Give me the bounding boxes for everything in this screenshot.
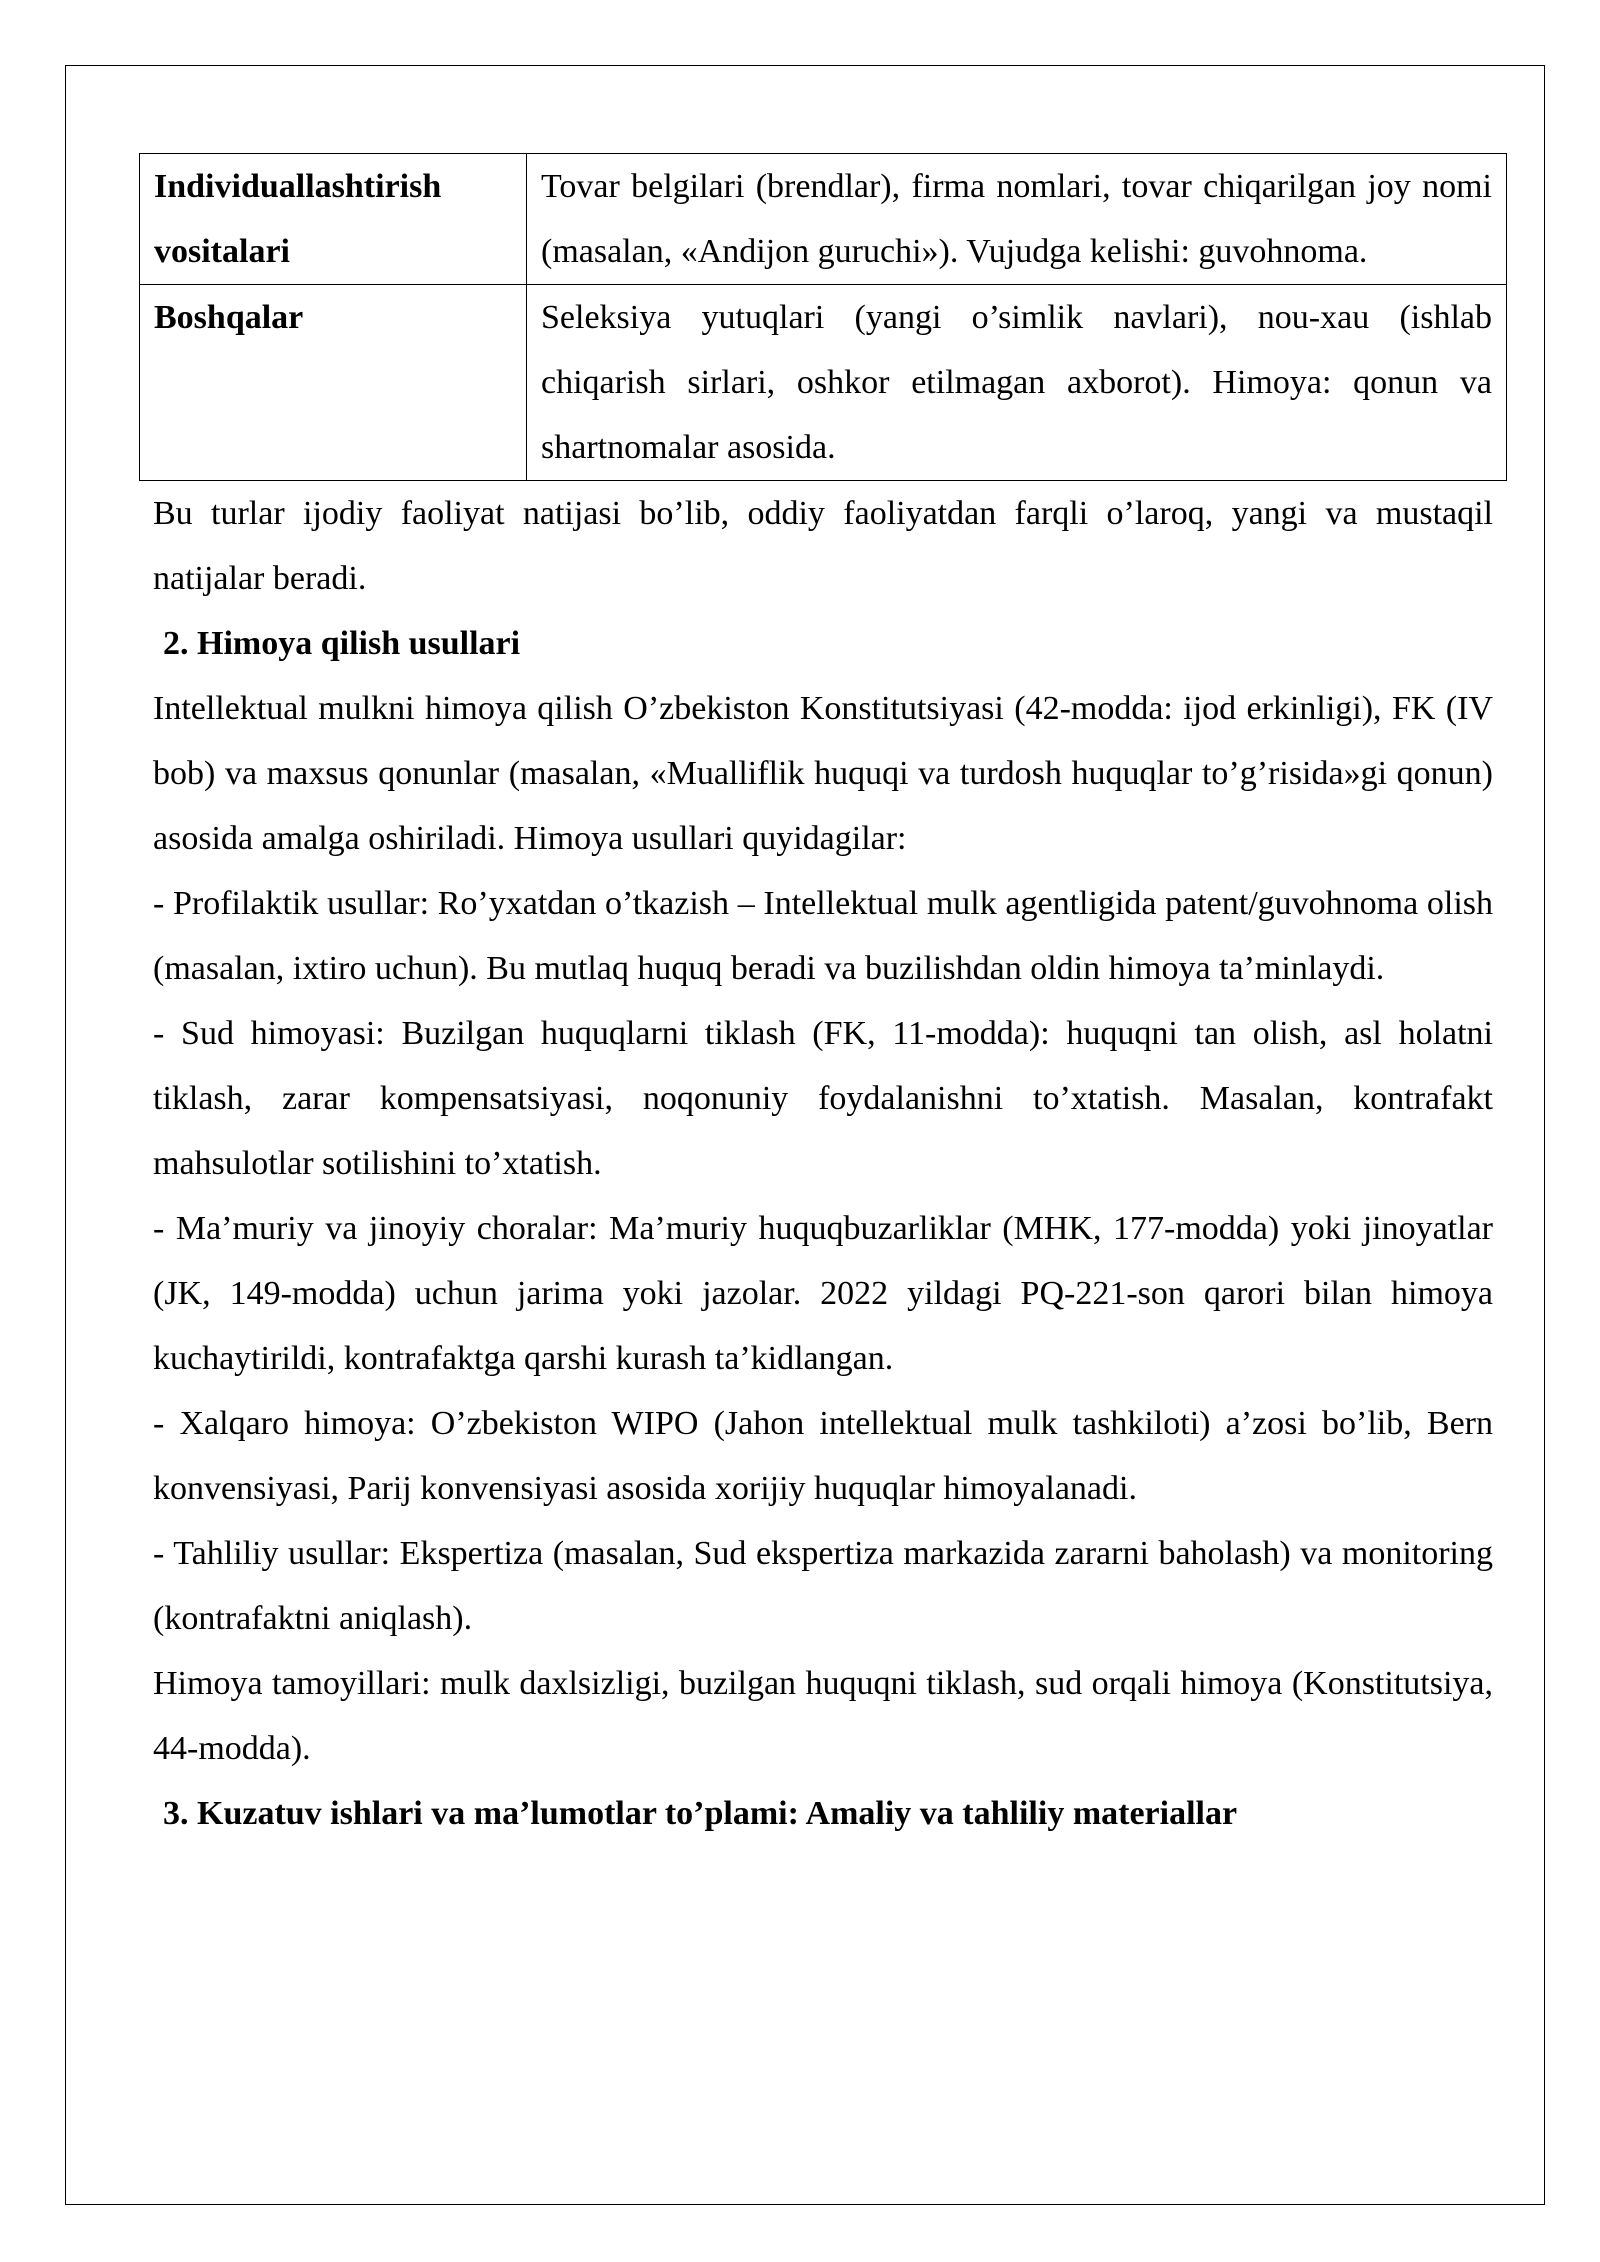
- intro-paragraph: Bu turlar ijodiy faoliyat natijasi bo’lib, oddiy faoliyatdan farqli o’laroq, yangi va mustaqil natijalar beradi.: [153, 495, 1493, 597]
- table-cell-description: Seleksiya yutuqlari (yangi o’simlik navlari), nou-xau (ishlab chiqarish sirlari, oshkor etilmagan axborot). Himoya: qonun va shartnomalar asosida.: [527, 285, 1507, 481]
- paragraph-court-protection: - Sud himoyasi: Buzilgan huquqlarni tiklash (FK, 11-modda): huquqni tan olish, asl holatni tiklash, zarar kompensatsiyasi, noqonuniy foydalanishni to’xtatish. Masalan, kontrafakt mahsulotlar sotilishini to’xtatish.: [153, 1015, 1493, 1182]
- table-cell-label: Individuallashtirish vositalari: [140, 154, 527, 285]
- section-heading-2: 2. Himoya qilish usullari: [163, 625, 521, 662]
- paragraph-protection-principles: Himoya tamoyillari: mulk daxlsizligi, buzilgan huquqni tiklash, sud orqali himoya (Konstitutsiya, 44-modda).: [153, 1665, 1493, 1767]
- paragraph-analytical-methods: - Tahliliy usullar: Ekspertiza (masalan, Sud ekspertiza markazida zararni baholash) va monitoring (kontrafaktni aniqlash).: [153, 1535, 1493, 1637]
- table-cell-label: Boshqalar: [140, 285, 527, 481]
- table-cell-description: Tovar belgilari (brendlar), firma nomlari, tovar chiqarilgan joy nomi (masalan, «Andijon guruchi»). Vujudga kelishi: guvohnoma.: [527, 154, 1507, 285]
- paragraph-legal-basis: Intellektual mulkni himoya qilish O’zbekiston Konstitutsiyasi (42-modda: ijod erkinligi), FK (IV bob) va maxsus qonunlar (masalan, «Mualliflik huquqi va turdosh huquqlar to’g’risida»gi qonun) asosida amalga oshiriladi. Himoya usullari quyidagilar:: [153, 690, 1493, 857]
- paragraph-administrative-criminal: - Ma’muriy va jinoyiy choralar: Ma’muriy huquqbuzarliklar (MHK, 177-modda) yoki jinoyatlar (JK, 149-modda) uchun jarima yoki jazolar. 2022 yildagi PQ-221-son qarori bilan himoya kuchaytirildi, kontrafaktga qarshi kurash ta’kidlangan.: [153, 1210, 1493, 1377]
- table-row: [140, 154, 1507, 285]
- paragraph-preventive-methods: - Profilaktik usullar: Ro’yxatdan o’tkazish – Intellektual mulk agentligida patent/guvohnoma olish (masalan, ixtiro uchun). Bu mutlaq huquq beradi va buzilishdan oldin himoya ta’minlaydi.: [153, 885, 1493, 987]
- section-heading-3: 3. Kuzatuv ishlari va ma’lumotlar to’plami: Amaliy va tahliliy materiallar: [163, 1795, 1238, 1832]
- ip-types-table: [139, 153, 1507, 481]
- paragraph-international-protection: - Xalqaro himoya: O’zbekiston WIPO (Jahon intellektual mulk tashkiloti) a’zosi bo’lib, Bern konvensiyasi, Parij konvensiyasi asosida xorijiy huquqlar himoyalanadi.: [153, 1405, 1493, 1507]
- table-row: [140, 285, 1507, 481]
- document-body: [153, 153, 1493, 1846]
